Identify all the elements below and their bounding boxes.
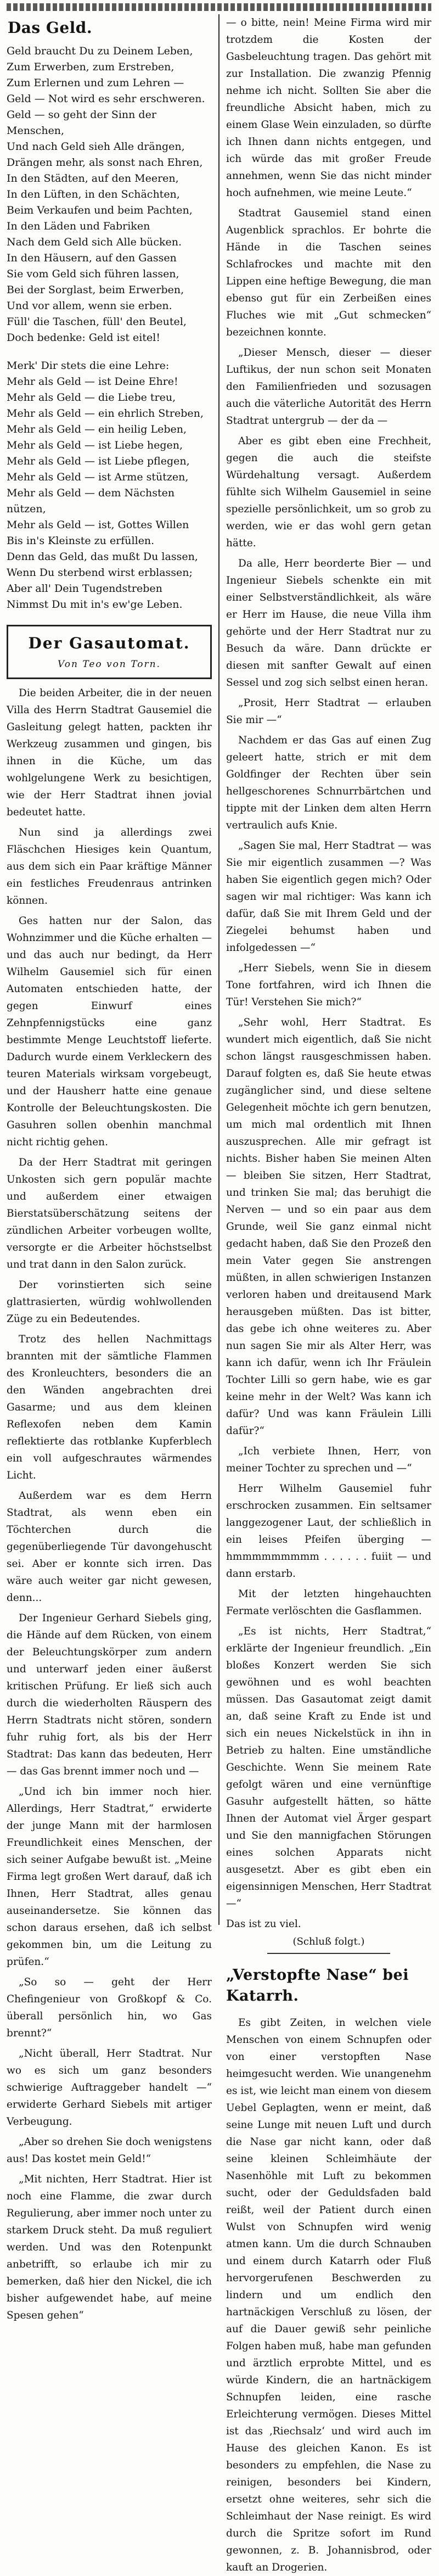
poem-line: Und vor allem, wenn sie erben. [7, 300, 172, 312]
story-title-box [7, 625, 212, 679]
poem-line: Geld — so geht der Sinn der Menschen, [7, 109, 156, 137]
article2-body [226, 2014, 431, 2576]
story-paragraph: Die beiden Arbeiter, die in der neuen Villa des Herrn Stadtrat Gausemiel die Gasleitung gelegt hatten, packten ihr Werkzeug zusammen und gingen, bis ihnen in die Küche, um das wohlgelungene Werk zu besichtigen, wie der Herr Stadtrat ihnen jovial bedeutet hatte. [7, 687, 212, 818]
story-paragraph: Stadtrat Gausemiel stand einen Augenblick sprachlos. Er bohrte die Hände in die Taschen seines Schlafrockes und machte mit den Lippen eine heftige Bewegung, die man ebenso gut für ein Zerbeißen eines Fluches wie mit „Gut schmecken“ bezeichnen konnte. [226, 208, 431, 338]
poem-line: In den Läden und Fabriken [7, 220, 150, 232]
top-ornament-rule [7, 3, 431, 11]
poem [7, 43, 212, 613]
poem-line: Und nach Geld sieh Alle drängen, [7, 141, 185, 153]
story-paragraph: — o bitte, nein! Meine Firma wird mir trotzdem die Kosten der Gasbeleuchtung tragen. Das gehört mit zur Installation. Die zwanzig Pfennig nehme ich nicht. Sollten Sie aber die freundliche Absicht haben, mich zu einem Glase Wein einzuladen, so dürfte ich Ihnen dann nichts entgegen, und ich würde das mit großer Freude annehmen, wenn Sie das nicht minder hoch aufnehmen, wie meine Leute.“ [226, 17, 431, 199]
poem-line: Zum Erlernen und zum Lehren — [7, 77, 184, 89]
poem-line: Beim Verkaufen und beim Pachten, [7, 204, 193, 216]
story-paragraph: „Es ist nichts, Herr Stadtrat,“ erklärte der Ingenieur freundlich. „Ein bloßes Konzert werden Sie sich gewöhnen und es wohl beachten müssen. Das Gasautomat zeigt damit an, daß seine Kraft zu Ende ist und sich ein neues Nickelstück in ihn in Betrieb zu halten. Eine umständliche Geschichte. Wenn Sie meinem Rate gefolgt wären und eine vernünftige Gasuhr aufgestellt hätten, so hätte Ihnen der Automat viel Ärger gespart und Sie den mannigfachen Störungen eines solchen Apparats nicht ausgesetzt. Aber es gibt eben ein eigensinnigen Menschen, Herr Stadtrat —“ [226, 1626, 431, 1909]
poem-line: Mehr als Geld — ein ehrlich Streben, [7, 407, 204, 419]
poem-line: Mehr als Geld — ist Liebe hegen, [7, 439, 183, 451]
poem-line: Geld — Not wird es sehr erschweren. [7, 93, 205, 105]
story-title: Der Gasautomat. [28, 634, 190, 652]
poem-stanza-1 [7, 43, 212, 346]
story-paragraph: Außerdem war es dem Herrn Stadtrat, als wenn eben ein Töchterchen durch die gegenüberliegende Tür davongehuscht sei. Aber er konnte sich irren. Das wäre auch weiter gar nicht gewesen, denn... [7, 1490, 212, 1604]
story-body-left [7, 685, 212, 2324]
poem-line: Doch bedenke: Geld ist eitel! [7, 332, 160, 344]
poem-line: Sie vom Geld sich führen lassen, [7, 268, 179, 280]
poem-title: Das Geld. [8, 19, 93, 37]
story-byline: Von Teo von Torn. [58, 659, 161, 670]
story-paragraph: Ges hatten nur der Salon, das Wohnzimmer und die Küche erhalten — und das auch nur bedingt, da Herr Wilhelm Gausemiel sich für einen Automaten entschieden hatte, der gegen Einwurf eines Zehnpfennigstücks eine ganz bestimmte Menge Leuchtstoff lieferte. Dadurch wurde einem Verkleckern des teuren Materials wirksam vorgebeugt, und der Hausherr hatte eine genaue Kontrolle der Beleuchtungskosten. Die Gasuhren sollen obenhin manchmal nicht richtig gehen. [7, 915, 212, 1148]
poem-line: Geld braucht Du zu Deinem Leben, [7, 45, 193, 57]
poem-line: Mehr als Geld — ist Deine Ehre! [7, 376, 178, 388]
story-paragraph: „Nicht überall, Herr Stadtrat. Nur wo es sich um ganz besonders schwierige Auftraggeber handelt —“ erwiderte Gerhard Siebels mit artiger Verbeugung. [7, 2048, 212, 2127]
story-paragraph: Da der Herr Stadtrat mit geringen Unkosten sich gern populär machte und außerdem einer etwaigen Bierstatsüberschätzung seitens der zündlichen Arbeiter vorbeugen wollte, versorgte er die Arbeiter höchstselbst und trat dann in den Salon zurück. [7, 1157, 212, 1270]
stanza-gap [7, 346, 212, 358]
story-paragraph: Aber es gibt eben eine Frechheit, gegen die auch die steifste Würdehaltung versagt. Außerdem fühlte sich Wilhelm Gausemiel in seine spezielle persönlichkeit, um so grob zu werden, wie er das wohl gern getan hätte. [226, 435, 431, 549]
article2-paragraph: Es gibt Zeiten, in welchen viele Menschen von einem Schnupfen oder von einer verstopften Nase heimgesucht werden. Wie unangenehm es ist, wie leicht man einem von diesem Uebel Geplagten, wenn er meint, daß seine Lunge mit neuen Luft und durch die Nase gar nicht kann, oder daß seine kleinen Schleimhäute der Nasenhöhle mit Luft zu bekommen sucht, oder der Geduldsfaden bald reißt, weil der Patient durch einen Wulst von Schnupfen wird wenig atmen kann. Um die durch Schnauben und einem durch Katarrh oder Fluß hervorgerufenen Beschwerden zu lindern und um endlich den hartnäckigen Verschluß zu lösen, der auf die Dauer gewiß sehr peinliche Folgen haben muß, habe man gefunden und ärztlich erprobte Mittel, und es würde Kindern, die an hartnäckigem Schnupfen leiden, eine rasche Erleichterung vermögen. Dieses Mittel ist das ‚Riechsalz‘ und wird auch im Hause des gleichen Kanon. Es ist besonders zu empfehlen, die Nase zu reinigen, besonders bei Kindern, ersetzt ohne weiteres, sehr sich die Schleimhaut der Nase reinigt. Es wird durch die Spritze sofort im Rund gewonnen, z. B. Johannisbrod, oder kauft an Drogerien. [226, 2017, 431, 2573]
poem-line: Aber all' Dein Tugendstreben [7, 583, 162, 595]
poem-line: In den Häusern, auf den Gassen [7, 252, 177, 264]
story-paragraph: „Aber so drehen Sie doch wenigstens aus! Das kostet mein Geld!“ [7, 2136, 212, 2165]
poem-line: Nach dem Geld sich Alle bücken. [7, 236, 182, 248]
story-paragraph: Der vorinstierten sich seine glattrasierten, würdig wohlwollenden Züge zu ein Bedeutendes. [7, 1279, 212, 1325]
story-continuation-note: (Schluß folgt.) [292, 1936, 365, 1947]
story-paragraph: „Mit nichten, Herr Stadtrat. Hier ist noch eine Flamme, die zwar durch Regulierung, aber immer noch unter zu starkem Druck steht. Da muß reguliert werden. Und was den Rotenpunkt anbetrifft, so erlaube ich mir zu bemerken, daß hier den Nickel, die ich bisher aufgewendet habe, auf meine Spesen gehen“ [7, 2174, 212, 2321]
story-body-right [226, 14, 431, 1933]
story-paragraph: „Sehr wohl, Herr Stadtrat. Es wundert mich eigentlich, daß Sie nicht schon längst rausgeschmissen haben. Darauf folgten es, daß Sie heute etwas zugänglicher sind, und diese seltene Gelegenheit möchte ich gern benutzen, um mich mal ordentlich mit Ihnen auszusprechen. Alle mir gefragt ist nichts. Bisher haben Sie meinen Alten — bleiben Sie sitzen, Herr Stadtrat, und trinken Sie mal; das beruhigt die Nerven — und so ein paar aus dem Grunde, weil Sie ganz einmal nicht gedacht haben, daß Sie den Prozeß den mein Vater gegen Sie anstrengen müßten, in allen schwierigen Instanzen verloren haben und dreitausend Mark herausgeben müßten. Das ist bitter, das gebe ich ohne weiteres zu. Aber nun sagen Sie mir als Alter Herr, was kann ich dafür, wenn ich Ihr Fräulein Tochter Lilli so gern habe, wie es gar keine mehr in der Welt? Was kann ich dafür? Und was kann Fräulein Lilli dafür?“ [226, 1017, 431, 1437]
newspaper-page [0, 3, 439, 2573]
poem-line: Mehr als Geld — ist Liebe pflegen, [7, 455, 190, 467]
poem-line: Drängen mehr, als sonst nach Ehren, [7, 156, 203, 169]
story-paragraph: Da alle, Herr beorderte Bier — und Ingenieur Siebels schenkte ein mit einer Selbstverständlichkeit, als wäre er Herr im Hause, die neue Villa ihm gehörte und der Herr Stadtrat nur zu Besuch da wäre. Dann drückte er diesen mit sanfter Gewalt auf einen Sessel und zog sich selbst einen heran. [226, 558, 431, 688]
poem-line: Mehr als Geld — ist Arme stützen, [7, 471, 189, 483]
left-column [7, 14, 219, 2321]
poem-line: Bei der Sorglast, beim Erwerben, [7, 284, 184, 296]
story-paragraph: Das ist zu viel. [226, 1918, 301, 1930]
story-paragraph: „Sagen Sie mal, Herr Stadtrat — was Sie mir eigentlich zusammen —? Was haben Sie eigentlich gegen mich? Oder sagen wir mal richtiger: Was kann ich dafür, daß Sie mit Ihrem Geld und der Ziegelei behumst haben und infolgedessen —“ [226, 840, 431, 954]
poem-line: Mehr als Geld — ist, Gottes Willen [7, 519, 189, 531]
poem-line: Zum Erwerben, zum Erstreben, [7, 61, 175, 73]
story-paragraph: „Prosit, Herr Stadtrat — erlauben Sie mir —“ [226, 697, 431, 726]
poem-line: Nimmst Du mit in's ew'ge Leben. [7, 598, 183, 611]
story-paragraph: „Dieser Mensch, dieser — dieser Luftikus, der nun schon seit Monaten den Familienfrieden und sozusagen auch die väterliche Autorität des Herrn Stadtrat untergrub — der da — [226, 347, 431, 427]
poem-line: Merk' Dir stets die eine Lehre: [7, 360, 170, 372]
story-paragraph: „So so — geht der Herr Chefingenieur von Großkopf & Co. überall persönlich hin, wo Gas brennt?“ [7, 1976, 212, 2039]
article2-title: „Verstopfte Nase“ bei Katarrh. [226, 1967, 409, 2004]
story-paragraph: Der Ingenieur Gerhard Siebels ging, die Hände auf dem Rücken, von einem der Beleuchtungskörper zum andern und unterwarf jeden einer äußerst kritischen Prüfung. Er ließ sich auch durch die wiederholten Räuspern des Herrn Stadtrats nicht stören, sondern fuhr ruhig fort, als bis der Herr Stadtrat: Das kann das bedeuten, Herr — das Gas brennt immer noch und — [7, 1612, 212, 1777]
story-paragraph: Nachdem er das Gas auf einen Zug geleert hatte, strich er mit dem Goldfinger der Rechten über sein hellgeschorenes Schnurrbärtchen und tippte mit der Linken dem alten Herrn vertraulich aufs Knie. [226, 735, 431, 831]
story-paragraph: Herr Wilhelm Gausemiel fuhr erschrocken zusammen. Ein seltsamer langgezogener Laut, der schließlich in ein leises Pfeifen überging — hmmmmmmmmm . . . . . . fuiit — und dann erstarb. [226, 1483, 431, 1580]
poem-line: Bis in's Kleinste zu erfüllen. [7, 535, 155, 547]
section-divider [267, 1953, 390, 1954]
poem-line: Mehr als Geld — dem Nächsten nützen, [7, 487, 175, 515]
poem-line: Denn das Geld, das mußt Du lassen, [7, 551, 198, 563]
poem-line: Mehr als Geld — die Liebe treu, [7, 391, 176, 404]
poem-line: Mehr als Geld — ein heilig Leben, [7, 423, 187, 435]
poem-line: Füll' die Taschen, füll' den Beutel, [7, 316, 187, 328]
story-paragraph: Trotz des hellen Nachmittags brannten mit der sämtliche Flammen des Kronleuchters, besonders die an den Wänden angebrachten drei Gasarme; und aus dem kleinen Reflexofen neben dem Kamin reflektierte das rotblanke Kupferblech ein voll aufgeschrautes wärmendes Licht. [7, 1334, 212, 1481]
story-paragraph: „Herr Siebels, wenn Sie in diesem Tone fortfahren, wird ich Ihnen die Tür! Verstehen Sie mich?“ [226, 962, 431, 1008]
poem-line: Wenn Du sterbend wirst erblassen; [7, 567, 193, 579]
poem-line: In den Lüften, in den Schächten, [7, 188, 180, 200]
right-column [219, 14, 431, 2573]
poem-stanza-2 [7, 358, 212, 613]
story-paragraph: „Ich verbiete Ihnen, Herr, von meiner Tochter zu sprechen und —“ [226, 1446, 431, 1474]
story-paragraph: Nun sind ja allerdings zwei Fläschchen Hiesiges kein Quantum, aus dem sich ein Paar kräftige Männer ein festliches Freudenraus antrinken können. [7, 827, 212, 906]
poem-line: In den Städten, auf den Meeren, [7, 172, 179, 184]
story-paragraph: „Und ich bin immer noch hier. Allerdings, Herr Stadtrat,“ erwiderte der junge Mann mit der harmlosen Freundlichkeit eines Menschen, der sich seiner Aufgabe bewußt ist. „Meine Firma legt großen Wert darauf, daß ich Ihnen, Herr Stadtrat, alles genau auseinandersetze. Sie können das schon daraus ersehen, daß ich selbst gekommen bin, um die Leitung zu prüfen.“ [7, 1786, 212, 1968]
story-paragraph: Mit der letzten hingehauchten Fermate verlöschten die Gasflammen. [226, 1588, 431, 1617]
